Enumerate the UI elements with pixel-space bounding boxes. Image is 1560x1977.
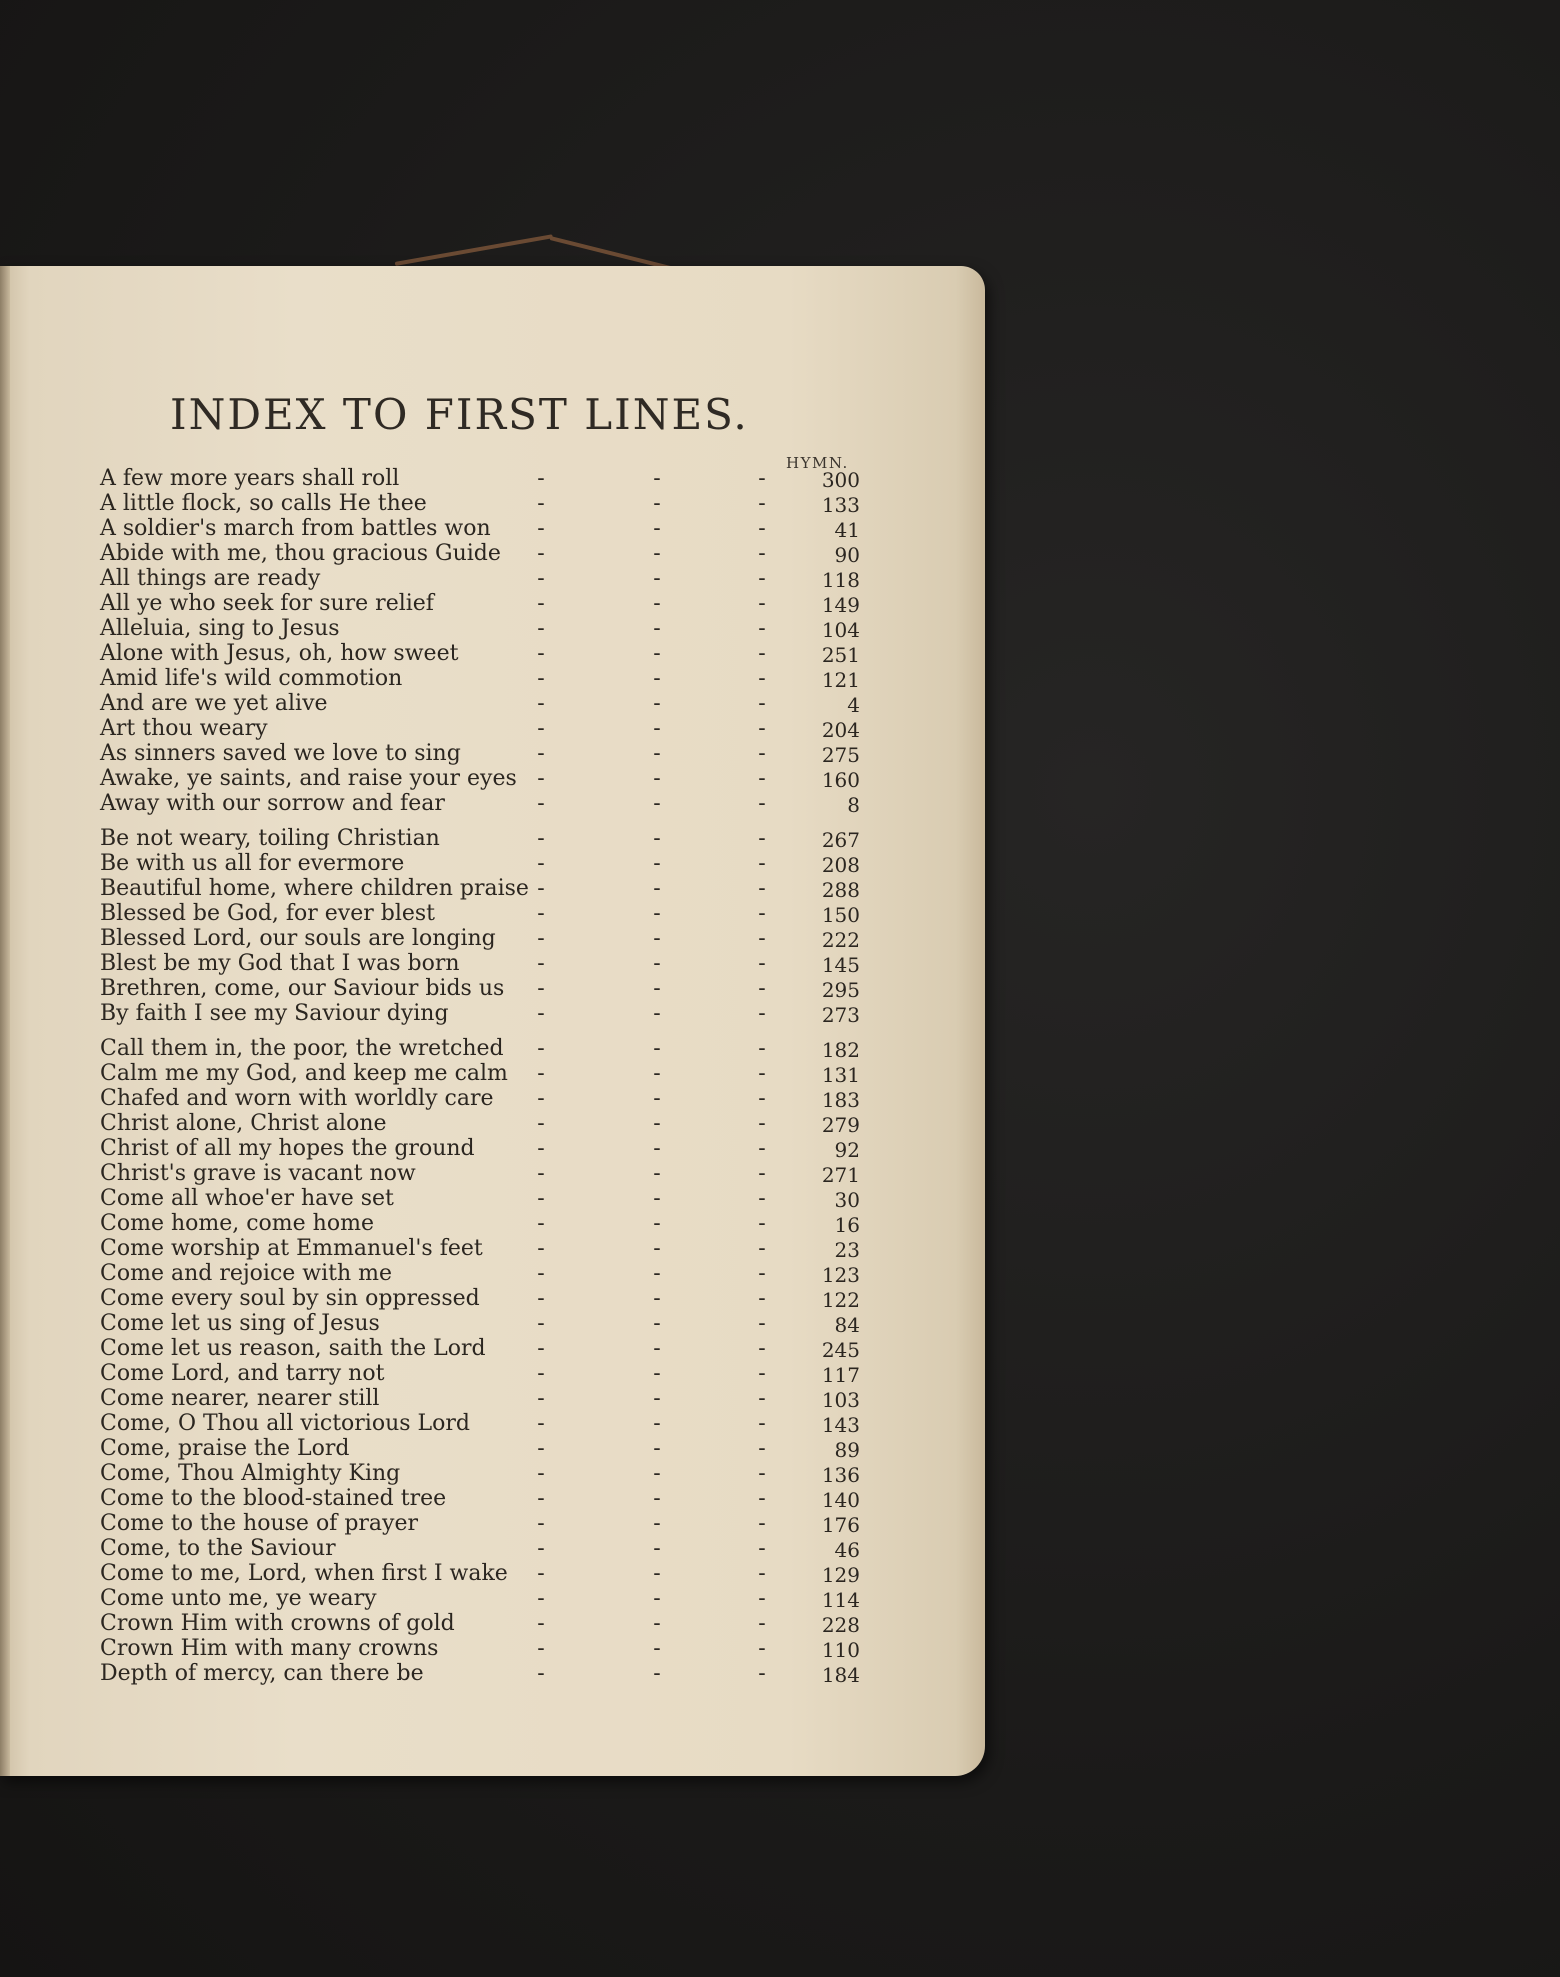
index-entry xyxy=(100,1561,870,1586)
index-entry xyxy=(100,1486,870,1511)
leader-dash: - xyxy=(758,616,766,641)
hymn-number: 251 xyxy=(821,643,860,667)
leader-dash: - xyxy=(537,1061,545,1086)
leader-dash: - xyxy=(537,1461,545,1486)
leader-dash: - xyxy=(653,1561,661,1586)
index-entry xyxy=(100,1311,870,1336)
leader-dash: - xyxy=(653,926,661,951)
index-entry xyxy=(100,1586,870,1611)
hymn-number: 183 xyxy=(821,1088,860,1112)
leader-dash: - xyxy=(537,1636,545,1661)
leader-dash: - xyxy=(537,951,545,976)
index-entry xyxy=(100,466,870,491)
leader-dash: - xyxy=(653,876,661,901)
leader-dash: - xyxy=(653,1086,661,1111)
leader-dash: - xyxy=(537,716,545,741)
leader-dash: - xyxy=(653,1236,661,1261)
hymn-number: 143 xyxy=(821,1413,860,1437)
hymn-number: 149 xyxy=(821,593,860,617)
hymn-number: 118 xyxy=(821,568,860,592)
first-line-text: Come let us sing of Jesus xyxy=(100,1311,380,1336)
leader-dash: - xyxy=(758,741,766,766)
index-entry xyxy=(100,1001,870,1026)
index-entry xyxy=(100,1086,870,1111)
index-entry xyxy=(100,1136,870,1161)
index-entry xyxy=(100,1661,870,1686)
leader-dash: - xyxy=(653,901,661,926)
first-line-text: Amid life's wild commotion xyxy=(100,666,403,691)
first-line-text: Call them in, the poor, the wretched xyxy=(100,1036,504,1061)
hymn-number: 245 xyxy=(821,1338,860,1362)
hymn-number: 89 xyxy=(834,1438,860,1462)
index-entry xyxy=(100,951,870,976)
hymn-number: 288 xyxy=(821,878,860,902)
leader-dash: - xyxy=(653,1311,661,1336)
first-line-text: Beautiful home, where children praise xyxy=(100,876,529,901)
hymn-number: 92 xyxy=(834,1138,860,1162)
index-entry xyxy=(100,1536,870,1561)
leader-dash: - xyxy=(537,1311,545,1336)
leader-dash: - xyxy=(653,591,661,616)
index-entry xyxy=(100,1211,870,1236)
leader-dash: - xyxy=(653,1136,661,1161)
first-line-text: Blessed be God, for ever blest xyxy=(100,901,436,926)
leader-dash: - xyxy=(537,1036,545,1061)
leader-dash: - xyxy=(537,1186,545,1211)
hymn-number: 267 xyxy=(821,828,860,852)
hymn-number: 295 xyxy=(821,978,860,1002)
first-line-text: Crown Him with crowns of gold xyxy=(100,1611,455,1636)
hymn-number: 131 xyxy=(821,1063,860,1087)
hymn-number: 273 xyxy=(821,1003,860,1027)
index-entry xyxy=(100,641,870,666)
leader-dash: - xyxy=(537,1086,545,1111)
leader-dash: - xyxy=(537,976,545,1001)
first-line-text: Come to the blood-stained tree xyxy=(100,1486,447,1511)
leader-dash: - xyxy=(758,716,766,741)
index-entry xyxy=(100,1436,870,1461)
leader-dash: - xyxy=(653,1436,661,1461)
index-entry xyxy=(100,901,870,926)
first-line-text: A little flock, so calls He thee xyxy=(100,491,427,516)
leader-dash: - xyxy=(537,1511,545,1536)
leader-dash: - xyxy=(537,851,545,876)
leader-dash: - xyxy=(758,951,766,976)
first-line-text: Calm me my God, and keep me calm xyxy=(100,1061,508,1086)
leader-dash: - xyxy=(758,1561,766,1586)
first-line-text: Blessed Lord, our souls are longing xyxy=(100,926,496,951)
leader-dash: - xyxy=(537,741,545,766)
leader-dash: - xyxy=(537,566,545,591)
leader-dash: - xyxy=(537,1136,545,1161)
hymn-number: 114 xyxy=(821,1588,860,1612)
leader-dash: - xyxy=(537,1236,545,1261)
first-line-text: Be with us all for evermore xyxy=(100,851,405,876)
hymn-number: 271 xyxy=(821,1163,860,1187)
leader-dash: - xyxy=(537,516,545,541)
leader-dash: - xyxy=(537,691,545,716)
first-line-text: Christ of all my hopes the ground xyxy=(100,1136,475,1161)
leader-dash: - xyxy=(653,1336,661,1361)
leader-dash: - xyxy=(537,616,545,641)
leader-dash: - xyxy=(653,766,661,791)
hymn-number: 123 xyxy=(821,1263,860,1287)
leader-dash: - xyxy=(653,666,661,691)
leader-dash: - xyxy=(537,1336,545,1361)
leader-dash: - xyxy=(653,1661,661,1686)
leader-dash: - xyxy=(758,1111,766,1136)
first-line-text: Chafed and worn with worldly care xyxy=(100,1086,494,1111)
hymn-number: 110 xyxy=(821,1638,860,1662)
hymn-number: 30 xyxy=(834,1188,860,1212)
leader-dash: - xyxy=(537,1001,545,1026)
leader-dash: - xyxy=(653,1586,661,1611)
leader-dash: - xyxy=(758,1036,766,1061)
hymn-number: 84 xyxy=(834,1313,860,1337)
leader-dash: - xyxy=(537,1561,545,1586)
hymn-number: 117 xyxy=(821,1363,860,1387)
leader-dash: - xyxy=(537,1111,545,1136)
leader-dash: - xyxy=(653,976,661,1001)
index-entry xyxy=(100,791,870,816)
first-line-text: Come every soul by sin oppressed xyxy=(100,1286,480,1311)
leader-dash: - xyxy=(653,1036,661,1061)
leader-dash: - xyxy=(653,491,661,516)
leader-dash: - xyxy=(758,1461,766,1486)
leader-dash: - xyxy=(653,1461,661,1486)
leader-dash: - xyxy=(537,541,545,566)
hymn-number: 122 xyxy=(821,1288,860,1312)
hymn-number: 208 xyxy=(821,853,860,877)
first-line-text: A few more years shall roll xyxy=(100,466,400,491)
leader-dash: - xyxy=(758,1536,766,1561)
index-entry xyxy=(100,976,870,1001)
leader-dash: - xyxy=(758,491,766,516)
leader-dash: - xyxy=(653,1486,661,1511)
hymn-number: 150 xyxy=(821,903,860,927)
leader-dash: - xyxy=(537,591,545,616)
index-entry xyxy=(100,1411,870,1436)
leader-dash: - xyxy=(537,901,545,926)
leader-dash: - xyxy=(653,516,661,541)
leader-dash: - xyxy=(758,1636,766,1661)
index-entry xyxy=(100,1511,870,1536)
leader-dash: - xyxy=(758,1061,766,1086)
leader-dash: - xyxy=(537,1261,545,1286)
leader-dash: - xyxy=(758,976,766,1001)
first-line-text: Come Lord, and tarry not xyxy=(100,1361,385,1386)
leader-dash: - xyxy=(758,1236,766,1261)
first-line-text: Awake, ye saints, and raise your eyes xyxy=(100,766,517,791)
first-line-text: Come, O Thou all victorious Lord xyxy=(100,1411,470,1436)
hymn-number: 121 xyxy=(821,668,860,692)
leader-dash: - xyxy=(653,791,661,816)
first-line-text: Alone with Jesus, oh, how sweet xyxy=(100,641,459,666)
first-line-text: Come and rejoice with me xyxy=(100,1261,393,1286)
page-title: INDEX TO FIRST LINES. xyxy=(170,390,749,439)
leader-dash: - xyxy=(758,691,766,716)
leader-dash: - xyxy=(758,516,766,541)
leader-dash: - xyxy=(758,1311,766,1336)
index-entry xyxy=(100,1461,870,1486)
hymn-number: 104 xyxy=(821,618,860,642)
hymn-number: 103 xyxy=(821,1388,860,1412)
leader-dash: - xyxy=(537,826,545,851)
index-entry xyxy=(100,851,870,876)
first-line-text: Abide with me, thou gracious Guide xyxy=(100,541,501,566)
hymn-number: 182 xyxy=(821,1038,860,1062)
first-line-text: Come home, come home xyxy=(100,1211,374,1236)
first-line-text: By faith I see my Saviour dying xyxy=(100,1001,449,1026)
hymn-number: 160 xyxy=(821,768,860,792)
leader-dash: - xyxy=(653,741,661,766)
first-line-text: Come worship at Emmanuel's feet xyxy=(100,1236,483,1261)
hymn-number: 90 xyxy=(834,543,860,567)
leader-dash: - xyxy=(758,541,766,566)
index-list xyxy=(100,466,870,1686)
leader-dash: - xyxy=(758,641,766,666)
hymn-number: 4 xyxy=(847,693,860,717)
first-line-text: As sinners saved we love to sing xyxy=(100,741,461,766)
hymn-number: 184 xyxy=(821,1663,860,1687)
leader-dash: - xyxy=(537,791,545,816)
leader-dash: - xyxy=(653,691,661,716)
hymn-number: 129 xyxy=(821,1563,860,1587)
leader-dash: - xyxy=(758,1386,766,1411)
leader-dash: - xyxy=(758,1336,766,1361)
hymn-number: 300 xyxy=(821,468,860,492)
leader-dash: - xyxy=(653,1386,661,1411)
leader-dash: - xyxy=(653,466,661,491)
leader-dash: - xyxy=(758,1161,766,1186)
index-entry xyxy=(100,826,870,851)
first-line-text: Come all whoe'er have set xyxy=(100,1186,394,1211)
leader-dash: - xyxy=(653,1611,661,1636)
hymn-number: 145 xyxy=(821,953,860,977)
leader-dash: - xyxy=(653,1001,661,1026)
leader-dash: - xyxy=(537,876,545,901)
index-entry xyxy=(100,926,870,951)
leader-dash: - xyxy=(758,1661,766,1686)
leader-dash: - xyxy=(758,901,766,926)
leader-dash: - xyxy=(537,1661,545,1686)
first-line-text: Come unto me, ye weary xyxy=(100,1586,377,1611)
first-line-text: Be not weary, toiling Christian xyxy=(100,826,440,851)
leader-dash: - xyxy=(758,1086,766,1111)
leader-dash: - xyxy=(758,1136,766,1161)
index-entry xyxy=(100,1111,870,1136)
leader-dash: - xyxy=(537,1411,545,1436)
leader-dash: - xyxy=(537,1386,545,1411)
index-entry xyxy=(100,1636,870,1661)
hymn-number: 204 xyxy=(821,718,860,742)
leader-dash: - xyxy=(537,1536,545,1561)
leader-dash: - xyxy=(537,766,545,791)
leader-dash: - xyxy=(758,1211,766,1236)
first-line-text: All ye who seek for sure relief xyxy=(100,591,434,616)
leader-dash: - xyxy=(653,1511,661,1536)
leader-dash: - xyxy=(537,1486,545,1511)
leader-dash: - xyxy=(758,766,766,791)
leader-dash: - xyxy=(653,616,661,641)
leader-dash: - xyxy=(653,1286,661,1311)
leader-dash: - xyxy=(653,1261,661,1286)
first-line-text: Away with our sorrow and fear xyxy=(100,791,445,816)
index-entry xyxy=(100,616,870,641)
first-line-text: Come to the house of prayer xyxy=(100,1511,419,1536)
first-line-text: Come let us reason, saith the Lord xyxy=(100,1336,486,1361)
leader-dash: - xyxy=(758,851,766,876)
hymn-number: 228 xyxy=(821,1613,860,1637)
index-entry xyxy=(100,1386,870,1411)
index-entry xyxy=(100,1361,870,1386)
index-entry xyxy=(100,1261,870,1286)
first-line-text: A soldier's march from battles won xyxy=(100,516,491,541)
index-entry xyxy=(100,716,870,741)
leader-dash: - xyxy=(537,466,545,491)
leader-dash: - xyxy=(537,1611,545,1636)
index-entry xyxy=(100,1161,870,1186)
leader-dash: - xyxy=(537,1586,545,1611)
index-entry xyxy=(100,1236,870,1261)
index-entry xyxy=(100,491,870,516)
hymn-number: 140 xyxy=(821,1488,860,1512)
leader-dash: - xyxy=(537,666,545,691)
index-entry xyxy=(100,1336,870,1361)
leader-dash: - xyxy=(653,1361,661,1386)
leader-dash: - xyxy=(537,1161,545,1186)
leader-dash: - xyxy=(537,1361,545,1386)
hymn-number: 16 xyxy=(834,1213,860,1237)
first-line-text: Come nearer, nearer still xyxy=(100,1386,380,1411)
leader-dash: - xyxy=(758,1611,766,1636)
leader-dash: - xyxy=(653,951,661,976)
first-line-text: And are we yet alive xyxy=(100,691,328,716)
leader-dash: - xyxy=(758,1001,766,1026)
leader-dash: - xyxy=(653,716,661,741)
leader-dash: - xyxy=(758,926,766,951)
index-entry xyxy=(100,566,870,591)
leader-dash: - xyxy=(537,1286,545,1311)
leader-dash: - xyxy=(758,791,766,816)
leader-dash: - xyxy=(758,1586,766,1611)
hymn-number: 23 xyxy=(834,1238,860,1262)
first-line-text: Christ alone, Christ alone xyxy=(100,1111,387,1136)
leader-dash: - xyxy=(758,1486,766,1511)
leader-dash: - xyxy=(758,826,766,851)
index-entry xyxy=(100,1061,870,1086)
leader-dash: - xyxy=(653,1536,661,1561)
leader-dash: - xyxy=(537,1436,545,1461)
index-entry xyxy=(100,876,870,901)
hymn-column-header: HYMN. xyxy=(786,454,849,472)
first-line-text: Art thou weary xyxy=(100,716,268,741)
hymn-number: 46 xyxy=(834,1538,860,1562)
leader-dash: - xyxy=(653,641,661,666)
leader-dash: - xyxy=(758,466,766,491)
first-line-text: Come to me, Lord, when first I wake xyxy=(100,1561,508,1586)
hymn-number: 41 xyxy=(834,518,860,542)
leader-dash: - xyxy=(758,1186,766,1211)
leader-dash: - xyxy=(537,926,545,951)
first-line-text: All things are ready xyxy=(100,566,321,591)
leader-dash: - xyxy=(653,1411,661,1436)
index-entry xyxy=(100,666,870,691)
leader-dash: - xyxy=(758,591,766,616)
leader-dash: - xyxy=(653,1161,661,1186)
leader-dash: - xyxy=(653,1111,661,1136)
first-line-text: Depth of mercy, can there be xyxy=(100,1661,424,1686)
leader-dash: - xyxy=(758,1411,766,1436)
hymn-number: 176 xyxy=(821,1513,860,1537)
first-line-text: Christ's grave is vacant now xyxy=(100,1161,416,1186)
index-entry xyxy=(100,1611,870,1636)
leader-dash: - xyxy=(537,1211,545,1236)
leader-dash: - xyxy=(758,1261,766,1286)
leader-dash: - xyxy=(653,851,661,876)
index-entry xyxy=(100,516,870,541)
index-entry xyxy=(100,741,870,766)
index-entry xyxy=(100,1286,870,1311)
leader-dash: - xyxy=(537,491,545,516)
leader-dash: - xyxy=(653,566,661,591)
index-entry xyxy=(100,541,870,566)
hymn-number: 222 xyxy=(821,928,860,952)
leader-dash: - xyxy=(653,1186,661,1211)
first-line-text: Blest be my God that I was born xyxy=(100,951,460,976)
leader-dash: - xyxy=(653,1061,661,1086)
leader-dash: - xyxy=(758,1511,766,1536)
hymn-number: 279 xyxy=(821,1113,860,1137)
leader-dash: - xyxy=(653,1211,661,1236)
index-entry xyxy=(100,1186,870,1211)
hymn-number: 275 xyxy=(821,743,860,767)
leader-dash: - xyxy=(758,566,766,591)
leader-dash: - xyxy=(537,641,545,666)
leader-dash: - xyxy=(758,1361,766,1386)
leader-dash: - xyxy=(653,826,661,851)
leader-dash: - xyxy=(758,876,766,901)
leader-dash: - xyxy=(653,1636,661,1661)
leader-dash: - xyxy=(758,666,766,691)
first-line-text: Come, praise the Lord xyxy=(100,1436,350,1461)
hymn-number: 8 xyxy=(847,793,860,817)
first-line-text: Come, Thou Almighty King xyxy=(100,1461,401,1486)
index-entry xyxy=(100,591,870,616)
index-entry xyxy=(100,766,870,791)
first-line-text: Alleluia, sing to Jesus xyxy=(100,616,340,641)
index-entry xyxy=(100,691,870,716)
first-line-text: Come, to the Saviour xyxy=(100,1536,336,1561)
leader-dash: - xyxy=(653,541,661,566)
leader-dash: - xyxy=(758,1436,766,1461)
index-entry xyxy=(100,1036,870,1061)
hymn-number: 133 xyxy=(821,493,860,517)
leader-dash: - xyxy=(758,1286,766,1311)
first-line-text: Crown Him with many crowns xyxy=(100,1636,439,1661)
first-line-text: Brethren, come, our Saviour bids us xyxy=(100,976,505,1001)
hymn-number: 136 xyxy=(821,1463,860,1487)
